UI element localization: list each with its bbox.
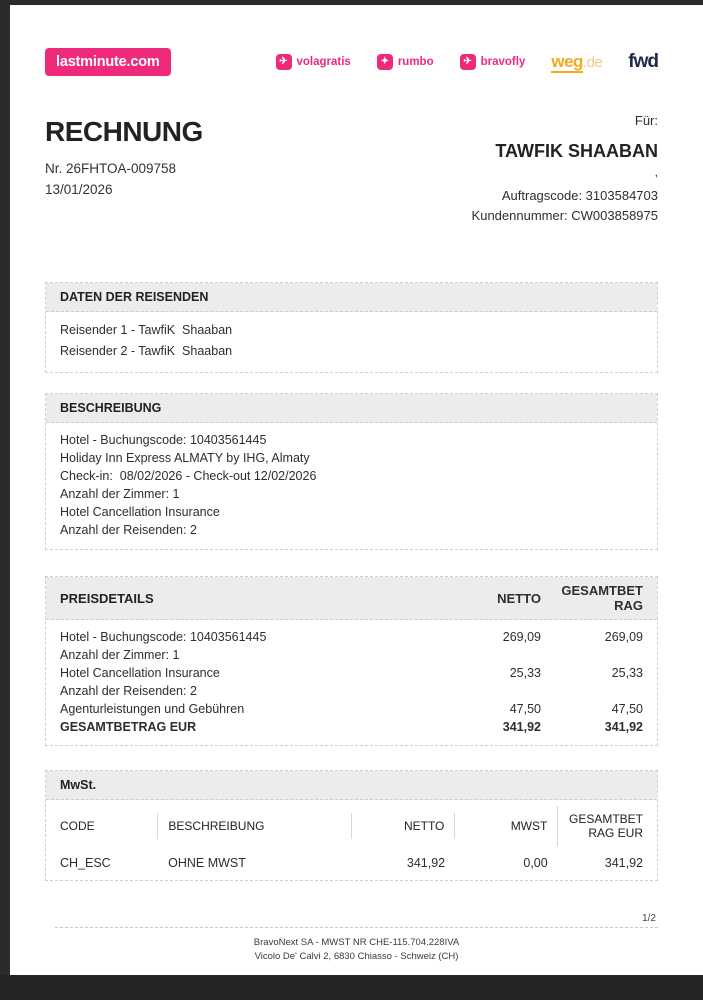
scan-frame-top	[0, 0, 703, 5]
price-row: Anzahl der Zimmer: 1	[60, 648, 180, 662]
description-row: Check-in: 08/02/2026 - Check-out 12/02/2026	[60, 469, 317, 483]
vat-row: CH_ESC OHNE MWST 341,92 0,00 341,92	[60, 856, 643, 870]
vat-col-description: BESCHREIBUNG	[157, 813, 351, 839]
fwd-logo: fwd	[628, 51, 658, 72]
scan-frame-left	[0, 0, 10, 1000]
bravofly-label: bravofly	[480, 56, 526, 68]
invoice-title-block	[45, 110, 203, 226]
description-row: Anzahl der Reisenden: 2	[60, 523, 197, 537]
recipient-name: TAWFIK SHAABAN	[495, 141, 658, 161]
company-address-line: Vicolo De' Calvi 2, 6830 Chiasso - Schweiz (CH)	[254, 951, 459, 962]
section-description-title: BESCHREIBUNG	[46, 394, 657, 423]
price-row: Anzahl der Reisenden: 2	[60, 684, 197, 698]
section-vat	[45, 770, 658, 881]
recipient-comma: ,	[654, 165, 658, 179]
invoice-page	[10, 5, 703, 1000]
price-row: Hotel Cancellation Insurance 25,33 25,33	[60, 666, 643, 680]
section-vat-title: MwSt.	[46, 771, 657, 800]
lastminute-logo: lastminute.com	[45, 48, 171, 76]
section-price-title: PREISDETAILS	[60, 590, 154, 606]
price-row: Hotel - Buchungscode: 10403561445 269,09 269,09	[60, 630, 643, 644]
price-col-total: GESAMTBETRAG	[561, 583, 643, 613]
section-price-details	[45, 576, 658, 746]
section-travelers	[45, 282, 658, 373]
invoice-header	[45, 110, 658, 226]
description-row: Hotel Cancellation Insurance	[60, 505, 220, 519]
vat-col-total: GESAMTBETRAG EUR	[557, 806, 643, 846]
price-row: Agenturleistungen und Gebühren 47,50 47,50	[60, 702, 643, 716]
description-row: Hotel - Buchungscode: 10403561445	[60, 433, 267, 447]
volagratis-logo	[276, 54, 351, 70]
weg-de-logo: weg.de	[551, 52, 603, 71]
rumbo-label: rumbo	[397, 56, 434, 68]
brand-header	[45, 48, 658, 76]
recipient-label: Für:	[634, 113, 658, 128]
vat-col-mwst: MWST	[454, 813, 557, 839]
vat-table-header	[46, 800, 657, 852]
page-number: 1/2	[642, 913, 656, 924]
volagratis-label: volagratis	[296, 56, 351, 68]
description-row: Anzahl der Zimmer: 1	[60, 487, 180, 501]
airplane-icon: ✈	[460, 54, 476, 70]
price-total-row: GESAMTBETRAG EUR 341,92 341,92	[60, 720, 643, 734]
airplane-icon: ✈	[276, 54, 292, 70]
company-vat-line: BravoNext SA - MWST NR CHE-115.704.228IVA	[253, 937, 460, 948]
partner-logos	[276, 51, 659, 73]
scan-frame-bottom	[0, 975, 703, 1000]
price-col-netto: NETTO	[497, 590, 541, 606]
bravofly-logo	[460, 54, 526, 70]
customer-number: Kundennummer: CW003858975	[471, 208, 658, 223]
rumbo-logo	[377, 54, 434, 70]
vat-col-code: CODE	[60, 819, 95, 833]
order-code: Auftragscode: 3103584703	[501, 188, 658, 203]
invoice-number: Nr. 26FHTOA-009758	[45, 161, 177, 176]
recipient-block	[472, 110, 658, 226]
footer-divider	[55, 927, 658, 928]
document-footer	[55, 913, 658, 964]
traveler-row: Reisender 1 - TawfiK Shaaban	[60, 323, 233, 337]
description-row: Holiday Inn Express ALMATY by IHG, Almaty	[60, 451, 310, 465]
page-title: RECHNUNG	[45, 116, 203, 147]
compass-icon: ✦	[377, 54, 393, 70]
section-description	[45, 393, 658, 550]
traveler-row: Reisender 2 - TawfiK Shaaban	[60, 344, 233, 358]
invoice-date: 13/01/2026	[45, 182, 113, 197]
section-travelers-title: DATEN DER REISENDEN	[46, 283, 657, 312]
vat-col-netto: NETTO	[351, 813, 454, 839]
